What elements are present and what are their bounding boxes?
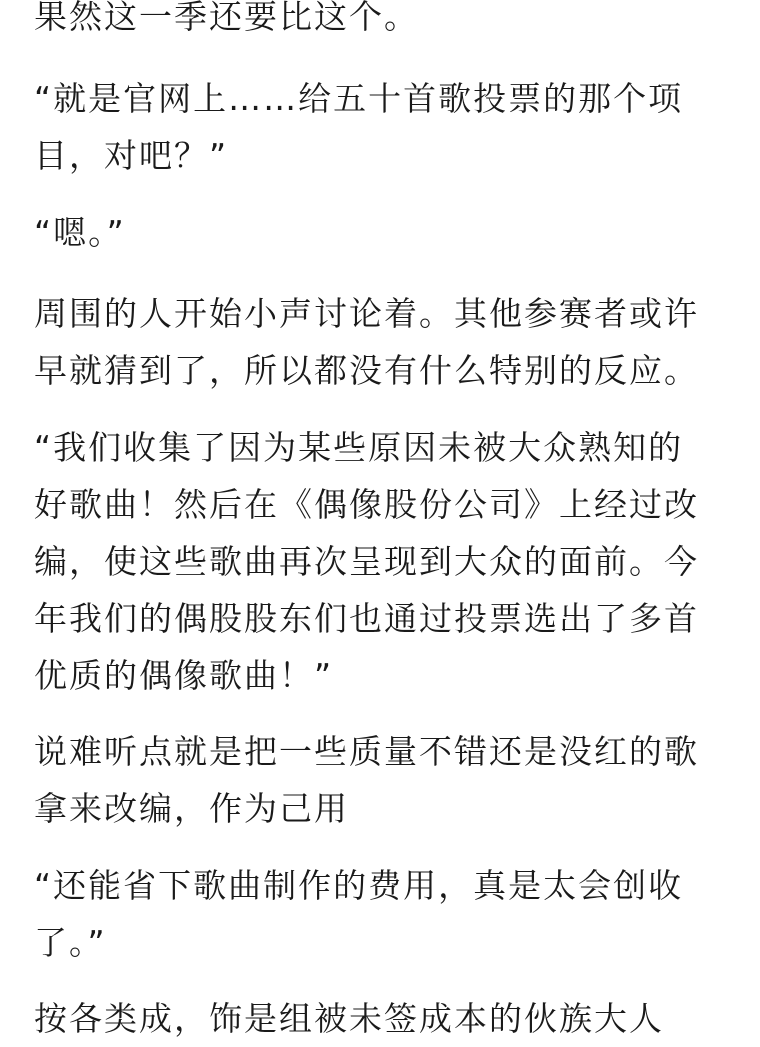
text-line: 编，使这些歌曲再次呈现到大众的面前。今 <box>34 542 699 581</box>
paragraph-2 <box>34 70 730 184</box>
text-line: 目，对吧？” <box>34 136 229 175</box>
text-line: 拿来改编，作为己用 <box>34 789 349 828</box>
text-line: 了。” <box>34 923 107 962</box>
paragraph-7 <box>34 857 730 971</box>
paragraph-1 <box>34 0 730 45</box>
paragraph-8-partial <box>34 990 730 1047</box>
text-line: 周围的人开始小声讨论着。其他参赛者或许 <box>34 294 699 333</box>
paragraph-4 <box>34 285 730 399</box>
text-line: 果然这一季还要比这个。 <box>34 0 419 36</box>
text-line: 优质的偶像歌曲！” <box>34 656 334 695</box>
text-line: “就是官网上……给五十首歌投票的那个项 <box>34 79 684 118</box>
text-line: “我们收集了因为某些原因未被大众熟知的 <box>34 428 684 467</box>
text-line: 年我们的偶股股东们也通过投票选出了多首 <box>34 599 699 638</box>
paragraph-3 <box>34 204 730 261</box>
text-line: 早就猜到了，所以都没有什么特别的反应。 <box>34 351 699 390</box>
text-line: 好歌曲！然后在《偶像股份公司》上经过改 <box>34 485 699 524</box>
text-line: “还能省下歌曲制作的费用，真是太会创收 <box>34 866 684 905</box>
text-line: 说难听点就是把一些质量不错还是没红的歌 <box>34 732 699 771</box>
text-line: 按各类成，饰是组被未签成本的伙族大人 <box>34 999 664 1038</box>
paragraph-5 <box>34 419 730 704</box>
text-line: “嗯。” <box>34 213 126 252</box>
paragraph-6 <box>34 723 730 837</box>
